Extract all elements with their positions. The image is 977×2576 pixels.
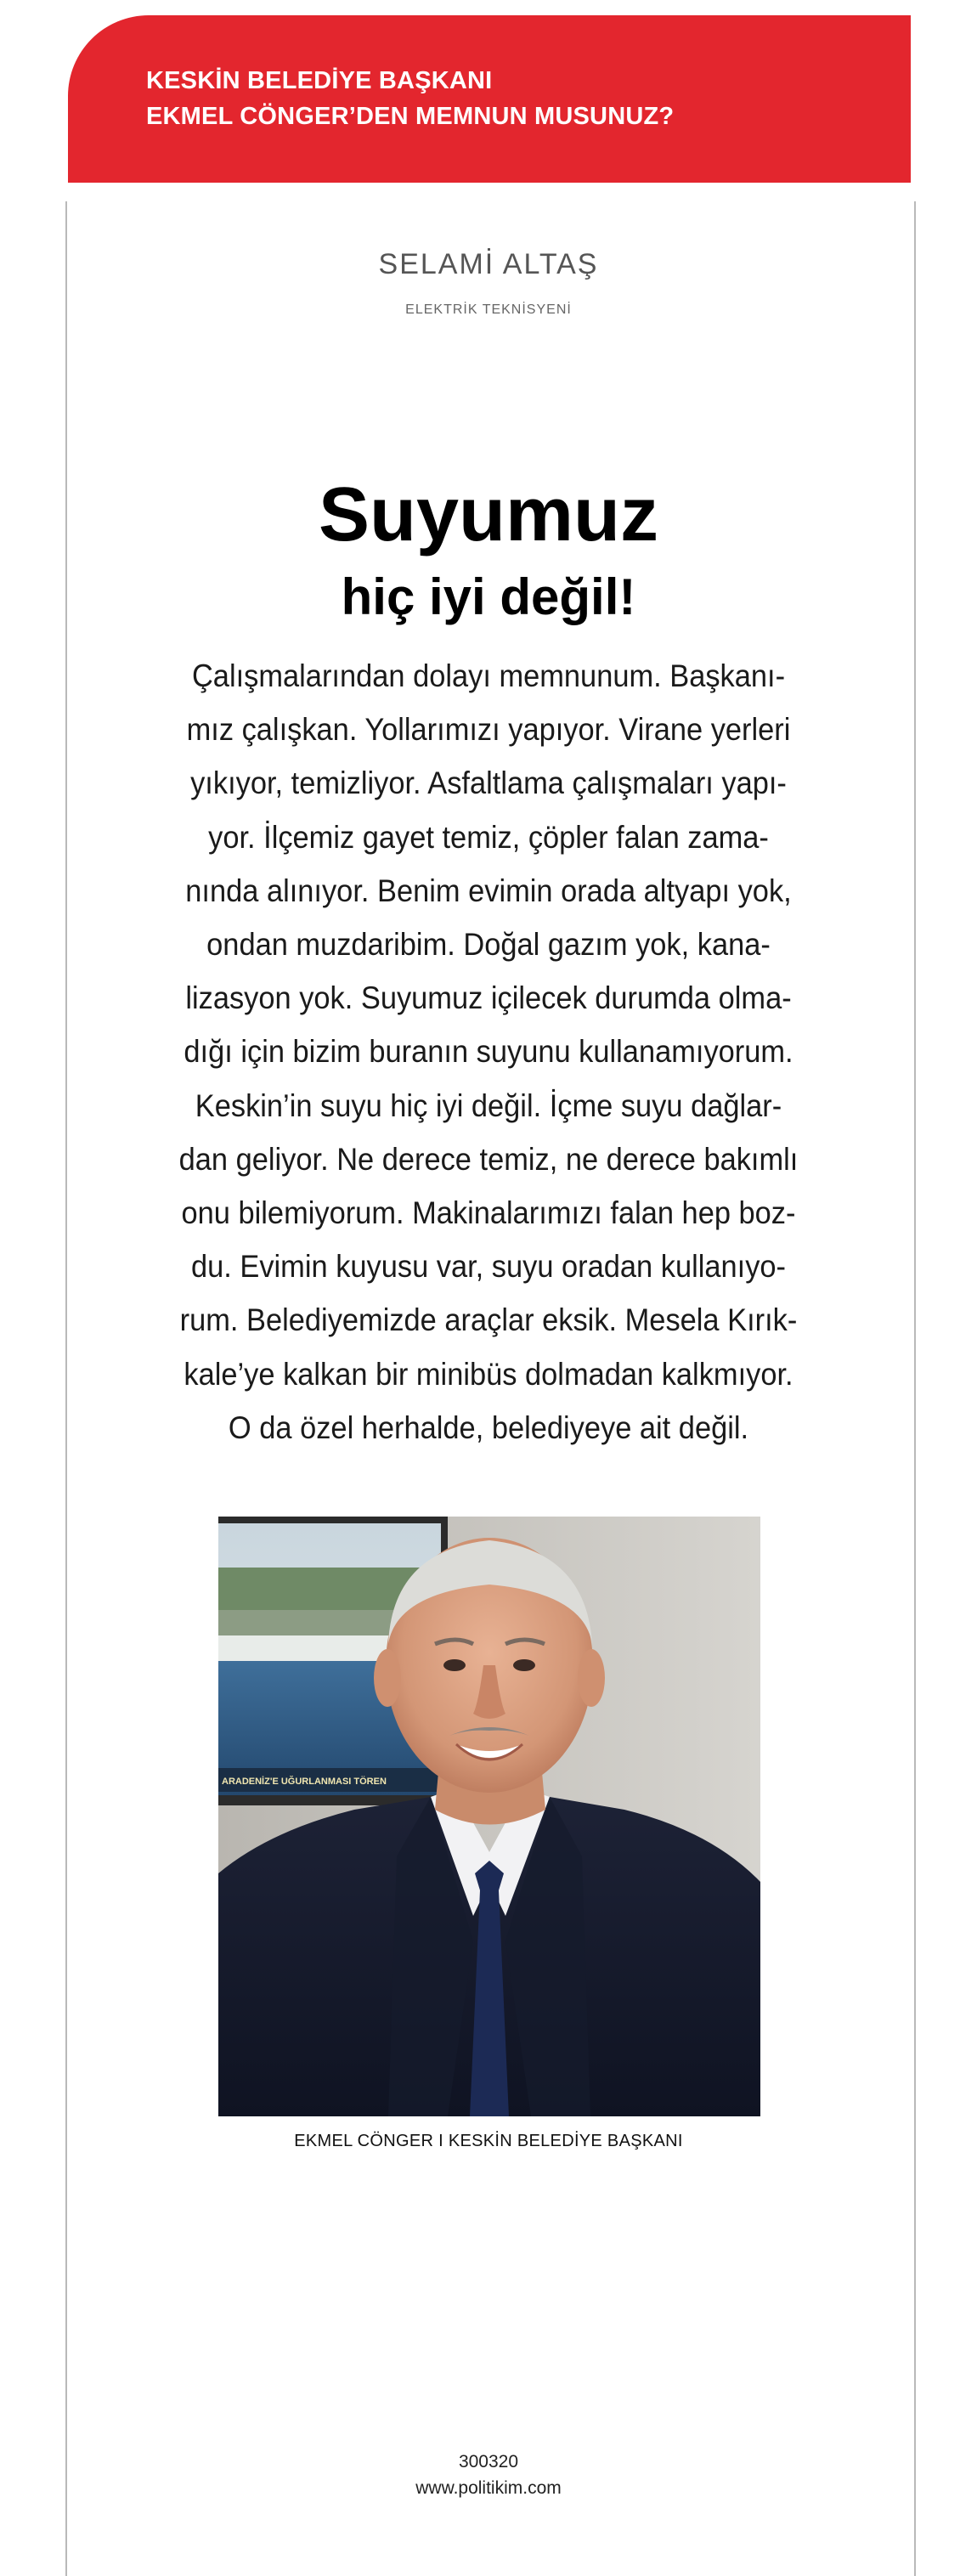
body-line: yıkıyor, temizliyor. Asfaltlama çalışmaları yapı-: [190, 765, 787, 801]
portrait-photo: [218, 1517, 760, 2116]
body-line: lizasyon yok. Suyumuz içilecek durumda olma-: [185, 980, 792, 1016]
body-line: O da özel herhalde, belediyeye ait değil.: [228, 1409, 749, 1445]
author-name: SELAMİ ALTAŞ: [378, 248, 599, 280]
screen-banner-text: ARADENİZ'E UĞURLANMASI TÖREN: [222, 1777, 387, 1787]
body-line: ondan muzdaribim. Doğal gazım yok, kana-: [206, 927, 771, 963]
article-body: [102, 649, 875, 1455]
body-line: rum. Belediyemizde araçlar eksik. Mesela Kırık-: [179, 1302, 798, 1338]
photo-caption: EKMEL CÖNGER I KESKİN BELEDİYE BAŞKANI: [294, 2132, 683, 2150]
footer-website-link[interactable]: www.politikim.com: [415, 2478, 562, 2498]
headline-sub: hiç iyi değil!: [341, 568, 636, 625]
banner-title-line-2: EKMEL CÖNGER’DEN MEMNUN MUSUNUZ?: [146, 103, 675, 130]
body-line: Çalışmalarından dolayı memnunum. Başkanı-: [191, 658, 786, 693]
body-line: du. Evimin kuyusu var, suyu oradan kullanıyo-: [190, 1249, 787, 1285]
headline-main: Suyumuz: [318, 472, 659, 557]
frame-border-left: [65, 201, 67, 2576]
portrait-illustration: [218, 1517, 760, 2116]
banner-title-line-1: KESKİN BELEDİYE BAŞKANI: [146, 67, 493, 94]
body-line: yor. İlçemiz gayet temiz, çöpler falan zama-: [208, 819, 769, 855]
body-line: mız çalışkan. Yollarımızı yapıyor. Virane yerleri: [186, 712, 791, 748]
body-line: onu bilemiyorum. Makinalarımızı falan hep boz-: [181, 1195, 796, 1231]
header-banner: [68, 15, 911, 183]
body-line: Keskin’in suyu hiç iyi değil. İçme suyu dağlar-: [195, 1087, 782, 1123]
body-line: kale’ye kalkan bir minibüs dolmadan kalkmıyor.: [184, 1356, 793, 1392]
body-line: dan geliyor. Ne derece temiz, ne derece bakımlı: [178, 1141, 799, 1177]
body-line: dığı için bizim buranın suyunu kullanamıyorum.: [184, 1034, 793, 1070]
author-job: ELEKTRİK TEKNİSYENİ: [405, 302, 572, 317]
frame-border-right: [914, 201, 916, 2576]
body-line: nında alınıyor. Benim evimin orada altyapı yok,: [185, 873, 792, 908]
footer-code: 300320: [458, 2452, 519, 2471]
